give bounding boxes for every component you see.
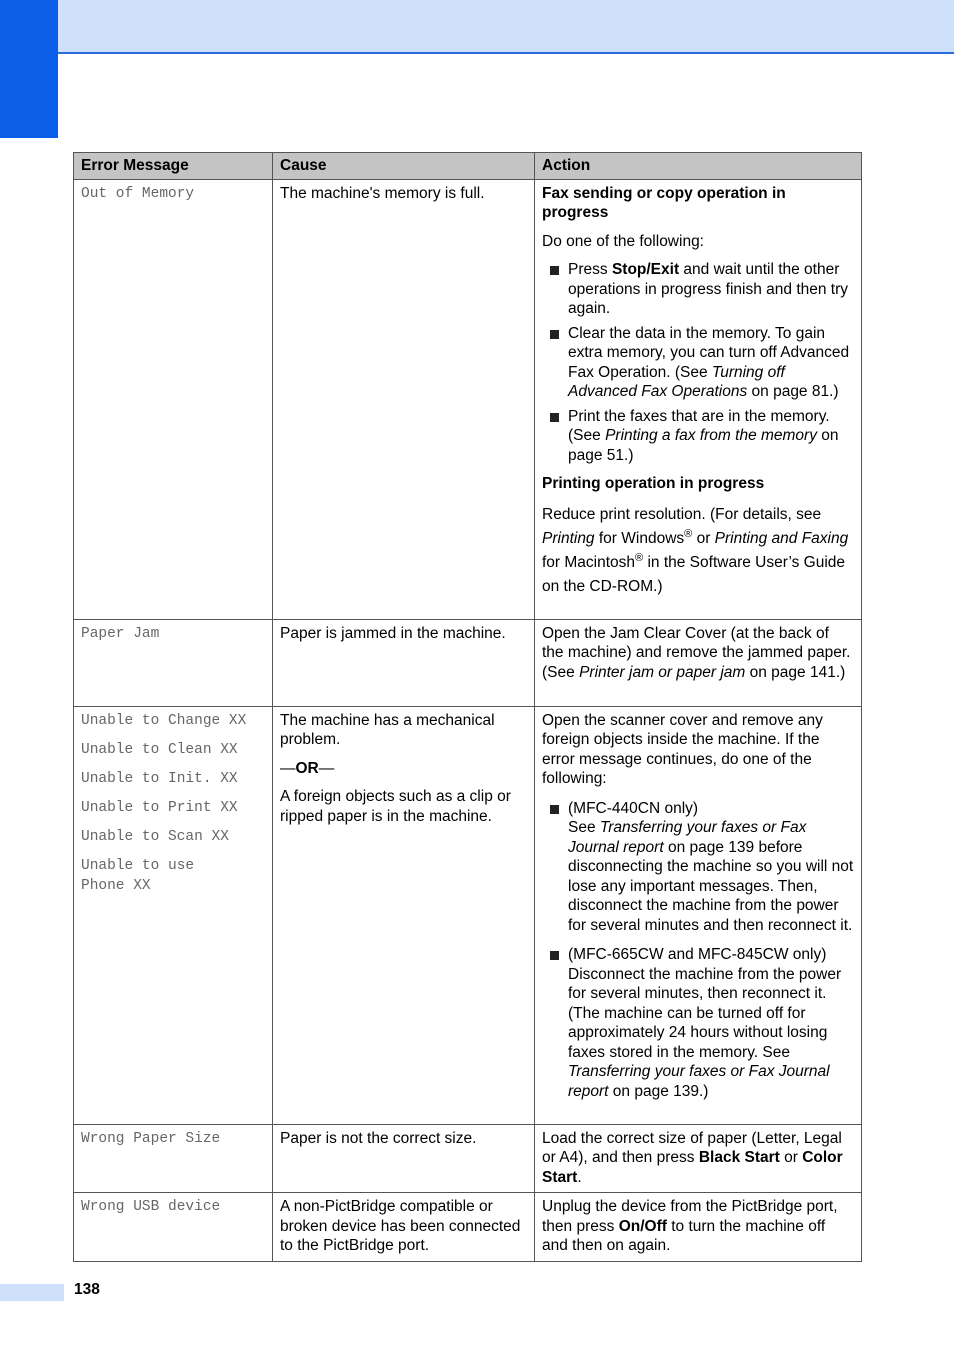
action-list [542,260,854,465]
table-header-row [74,153,862,180]
action-intro: Do one of the following: [542,232,704,250]
list-item: Clear the data in the memory. To gain extra memory, you can turn off Advanced Fax Operation. (See Turning off Advanced Fax Operations on page 81.) [568,324,854,402]
error-message: Unable to Print XX [81,799,238,816]
cause-text: The machine's memory is full. [280,184,485,202]
error-message: Wrong Paper Size [81,1130,221,1147]
table-row [74,1124,862,1193]
registered-mark: ® [635,551,644,564]
action-text: Unplug the device from the PictBridge port, then press On/Off to turn the machine off and then on again. [542,1198,838,1254]
list-item: (MFC-440CN only) See Transferring your faxes or Fax Journal report on page 139 before disconnecting the machine so you will not lose any important messages. Then, disconnect the machine from the power for several minutes and then reconnect it. [568,799,854,934]
action-list [542,799,854,1102]
header-band [0,0,954,54]
error-message: Unable to Change XX [81,712,247,729]
column-header-error-message: Error Message [74,153,273,180]
table-row [74,179,862,619]
table-row [74,1193,862,1262]
table-row [74,706,862,1124]
list-item: Print the faxes that are in the memory. (See Printing a fax from the memory on page 51.) [568,407,854,466]
action-text: Reduce print resolution. (For details, see Printing for Windows® or Printing and Faxing for Macintosh® in the Software User’s Guide on the CD-ROM.) [542,505,849,595]
cause-text: A non-PictBridge compatible or broken device has been connected to the PictBridge port. [280,1198,521,1254]
cause-text: Paper is not the correct size. [280,1129,477,1147]
list-item: Press Stop/Exit and wait until the other operations in progress finish and then try again. [568,260,854,319]
table-row [74,619,862,706]
error-message-cell [74,706,273,1124]
column-header-action: Action [535,153,862,180]
cause-text: Paper is jammed in the machine. [280,624,506,642]
chapter-tab [0,0,58,138]
registered-mark: ® [684,527,693,540]
action-intro: Open the scanner cover and remove any foreign objects inside the machine. If the error message continues, do one of the following: [542,711,823,787]
error-table [73,152,862,1262]
cause-cell [273,1124,535,1193]
error-message: Out of Memory [81,185,195,202]
action-heading: Fax sending or copy operation in progress [542,184,786,221]
cause-cell [273,706,535,1124]
page-number: 138 [74,1281,100,1298]
error-message: Unable to use Phone XX [81,857,195,894]
error-message-cell [74,1124,273,1193]
column-header-cause: Cause [273,153,535,180]
action-cell [535,1124,862,1193]
error-message: Wrong USB device [81,1199,221,1215]
action-cell [535,1193,862,1262]
action-heading: Printing operation in progress [542,475,765,492]
error-message: Unable to Clean XX [81,741,238,758]
error-message: Unable to Scan XX [81,828,229,845]
action-cell [535,619,862,706]
cause-text: The machine has a mechanical problem. [280,711,495,748]
error-message-cell [74,179,273,619]
footer-tab [0,1284,64,1301]
action-text: Open the Jam Clear Cover (at the back of the machine) and remove the jammed paper. (See Printer jam or paper jam on page 141.) [542,624,851,681]
error-message: Unable to Init. XX [81,770,238,787]
cause-cell [273,179,535,619]
error-message: Paper Jam [81,625,160,642]
error-message-cell [74,619,273,706]
cause-text: A foreign objects such as a clip or ripped paper is in the machine. [280,788,511,825]
cause-cell [273,619,535,706]
or-separator: —OR— [280,759,335,777]
action-text: Load the correct size of paper (Letter, Legal or A4), and then press Black Start or Color Start. [542,1129,843,1186]
cause-cell [273,1193,535,1262]
error-message-cell [74,1193,273,1262]
list-item: (MFC-665CW and MFC-845CW only) Disconnect the machine from the power for several minutes, then reconnect it. (The machine can be turned off for approximately 24 hours without losing faxes stored in the memory. See Transferring your faxes or Fax Journal report on page 139.) [568,945,854,1101]
action-cell [535,179,862,619]
action-cell [535,706,862,1124]
